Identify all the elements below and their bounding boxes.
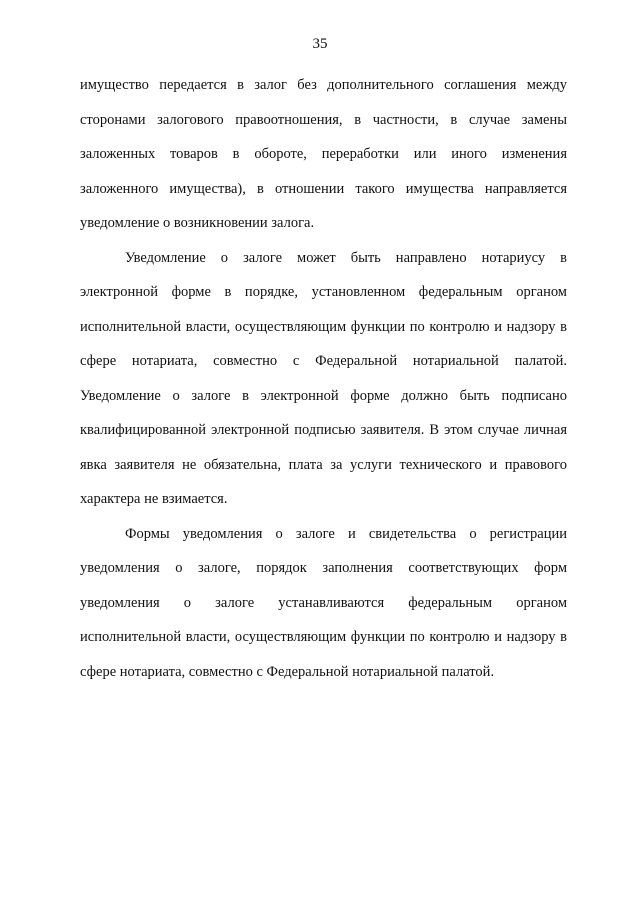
page-number: 35: [312, 36, 328, 52]
paragraph-continuation: имущество передается в залог без дополнительного соглашения между сторонами залогового правоотношения, в частности, в случае замены заложенных товаров в обороте, переработки или иного изменения заложенного имущества), в отношении такого имущества направляется уведомление о возникновении залога.: [80, 77, 567, 231]
document-body: [80, 68, 567, 689]
paragraph-electronic-notice: Уведомление о залоге может быть направлено нотариусу в электронной форме в порядке, установленном федеральным органом исполнительной власти, осуществляющим функции по контролю и надзору в сфере нотариата, совместно с Федеральной нотариальной палатой. Уведомление о залоге в электронной форме должно быть подписано квалифицированной электронной подписью заявителя. В этом случае личная явка заявителя не обязательна, плата за услуги технического и правового характера не взимается.: [80, 249, 567, 507]
paragraph-notice-forms: Формы уведомления о залоге и свидетельства о регистрации уведомления о залоге, порядок заполнения соответствующих форм уведомления о залоге устанавливаются федеральным органом исполнительной власти, осуществляющим функции по контролю и надзору в сфере нотариата, совместно с Федеральной нотариальной палатой.: [80, 525, 567, 680]
